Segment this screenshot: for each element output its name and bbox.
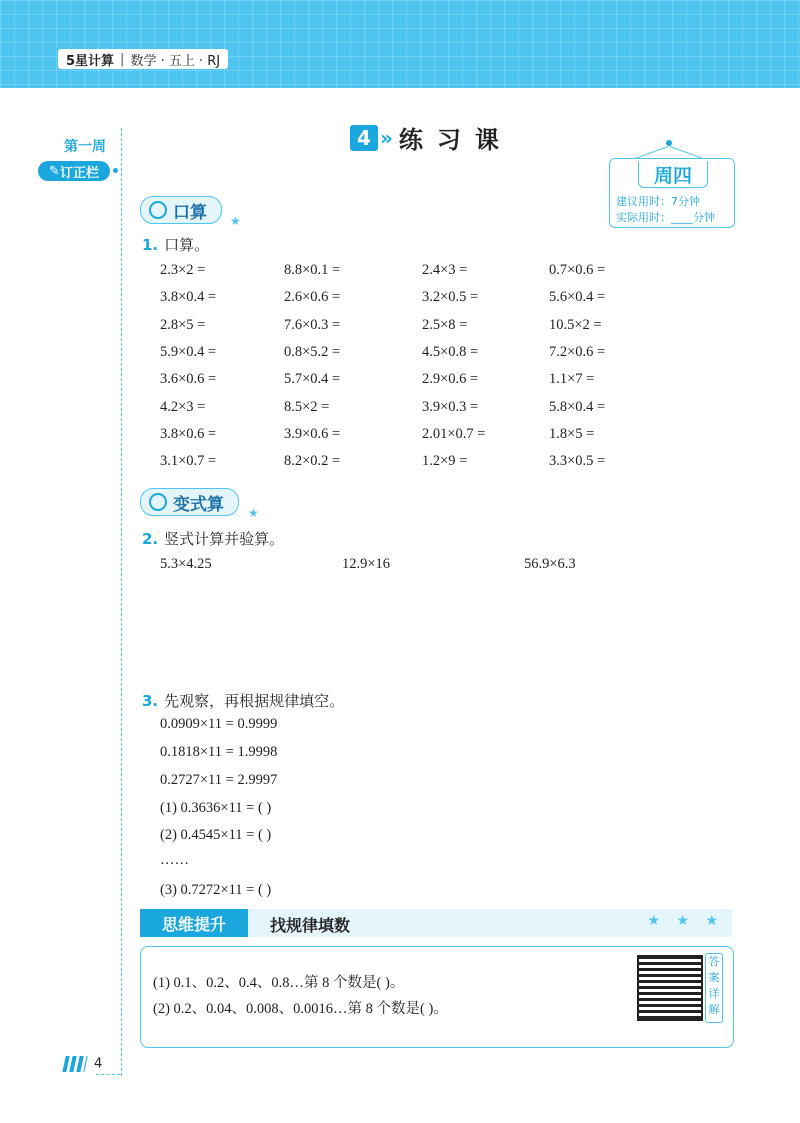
oral-item: 10.5×2 = [549, 316, 602, 333]
pattern-line: 0.0909×11 = 0.9999 [160, 716, 278, 732]
oral-item: 2.01×0.7 = [422, 425, 486, 442]
oral-item: 3.9×0.3 = [422, 398, 479, 415]
oral-item: 3.9×0.6 = [284, 425, 341, 442]
oral-item: 0.8×5.2 = [284, 343, 341, 360]
oral-item: 2.9×0.6 = [422, 371, 479, 388]
difficulty-stars: ★ ★ ★ [647, 913, 724, 929]
qr-code-icon[interactable] [637, 955, 703, 1021]
question-2 [142, 528, 284, 549]
fill-blank[interactable]: (1) 0.3636×11 = ( ) [160, 800, 272, 816]
oral-item: 5.6×0.4 = [549, 289, 606, 306]
dot-icon [113, 168, 118, 173]
section-oral-label: 口算 [173, 202, 207, 223]
correction-label: 订正栏 [59, 165, 99, 181]
calc-item: 5.3×4.25 [160, 556, 212, 572]
lesson-title-text: 练习课 [398, 126, 513, 154]
oral-item: 8.5×2 = [284, 398, 330, 415]
oral-item: 5.9×0.4 = [160, 343, 217, 360]
actual-time: 实际用时：____分钟 [616, 211, 715, 224]
oral-item: 4.2×3 = [160, 398, 206, 415]
answer-label[interactable]: 答案详解 [705, 953, 723, 1023]
calc-item: 12.9×16 [342, 556, 391, 572]
day-label: 周四 [638, 161, 708, 188]
stopwatch-icon [149, 201, 167, 219]
lesson-title [350, 120, 513, 155]
fill-blank[interactable]: (3) 0.7272×11 = ( ) [160, 882, 272, 898]
page-number: 4 [94, 1056, 103, 1072]
oral-item: 2.4×3 = [422, 262, 468, 278]
oral-item: 8.8×0.1 = [284, 262, 341, 278]
oral-item: 3.8×0.6 = [160, 425, 217, 442]
oral-item: 7.6×0.3 = [284, 316, 341, 333]
oral-item: 5.7×0.4 = [284, 371, 341, 388]
day-card [609, 158, 735, 228]
oral-item: 1.1×7 = [549, 371, 595, 388]
star-icon: ★ [230, 214, 241, 228]
oral-item: 7.2×0.6 = [549, 343, 606, 360]
section-variant-label: 变式算 [173, 494, 224, 515]
oral-item: 4.5×0.8 = [422, 343, 479, 360]
pattern-line: 0.2727×11 = 2.9997 [160, 772, 278, 788]
oral-item: 1.8×5 = [549, 425, 595, 442]
oral-item: 3.6×0.6 = [160, 371, 217, 388]
question-text: 竖式计算并验算。 [164, 530, 285, 548]
series-label: 数学 · 五上 · RJ [130, 53, 221, 69]
oral-item: 8.2×0.2 = [284, 453, 341, 470]
page-footer [64, 1056, 102, 1072]
brand-separator: | [120, 51, 125, 67]
oral-item: 1.2×9 = [422, 453, 468, 470]
fill-blank[interactable]: (2) 0.4545×11 = ( ) [160, 827, 272, 843]
chevron-right-icon: » [380, 125, 393, 150]
oral-item: 0.7×0.6 = [549, 262, 606, 278]
pattern-line: 0.1818×11 = 1.9998 [160, 744, 278, 760]
brand-name: 5星计算 [66, 53, 115, 69]
question-text: 先观察，再根据规律填空。 [164, 692, 345, 710]
target-icon [149, 493, 167, 511]
brand-label [58, 49, 228, 69]
section-oral [140, 196, 222, 224]
top-banner [0, 0, 800, 88]
margin-divider [121, 128, 122, 1076]
lesson-number: 4 [350, 125, 378, 151]
oral-item: 2.8×5 = [160, 316, 206, 333]
correction-tag [38, 161, 110, 181]
thinking-bar [140, 909, 732, 937]
oral-item: 3.8×0.4 = [160, 289, 217, 306]
suggested-time: 建议用时：7分钟 [616, 195, 700, 208]
question-text: 口算。 [164, 236, 210, 254]
pencil-icon: ✎ [49, 163, 60, 179]
oral-item: 3.3×0.5 = [549, 453, 606, 470]
question-number: 2. [142, 530, 159, 548]
books-icon [62, 1056, 87, 1072]
thinking-topic: 找规律填数 [270, 916, 351, 935]
star-icon: ★ [248, 506, 259, 520]
section-variant [140, 488, 239, 516]
ellipsis: …… [160, 852, 189, 868]
question-3 [142, 690, 344, 711]
oral-item: 3.1×0.7 = [160, 453, 217, 470]
oral-item: 3.2×0.5 = [422, 289, 479, 306]
question-number: 1. [142, 236, 159, 254]
oral-item: 2.3×2 = [160, 262, 206, 278]
oral-item: 2.5×8 = [422, 316, 468, 333]
thinking-box [140, 946, 734, 1048]
oral-item: 5.8×0.4 = [549, 398, 606, 415]
week-label: 第一周 [64, 139, 106, 155]
fill-blank[interactable]: (2) 0.2、0.04、0.008、0.0016…第 8 个数是( )。 [153, 1001, 448, 1017]
oral-item: 2.6×0.6 = [284, 289, 341, 306]
footer-underline [96, 1074, 120, 1075]
thinking-tag: 思维提升 [140, 909, 248, 937]
fill-blank[interactable]: (1) 0.1、0.2、0.4、0.8…第 8 个数是( )。 [153, 975, 405, 991]
question-1 [142, 234, 209, 255]
question-number: 3. [142, 692, 159, 710]
calc-item: 56.9×6.3 [524, 556, 576, 572]
